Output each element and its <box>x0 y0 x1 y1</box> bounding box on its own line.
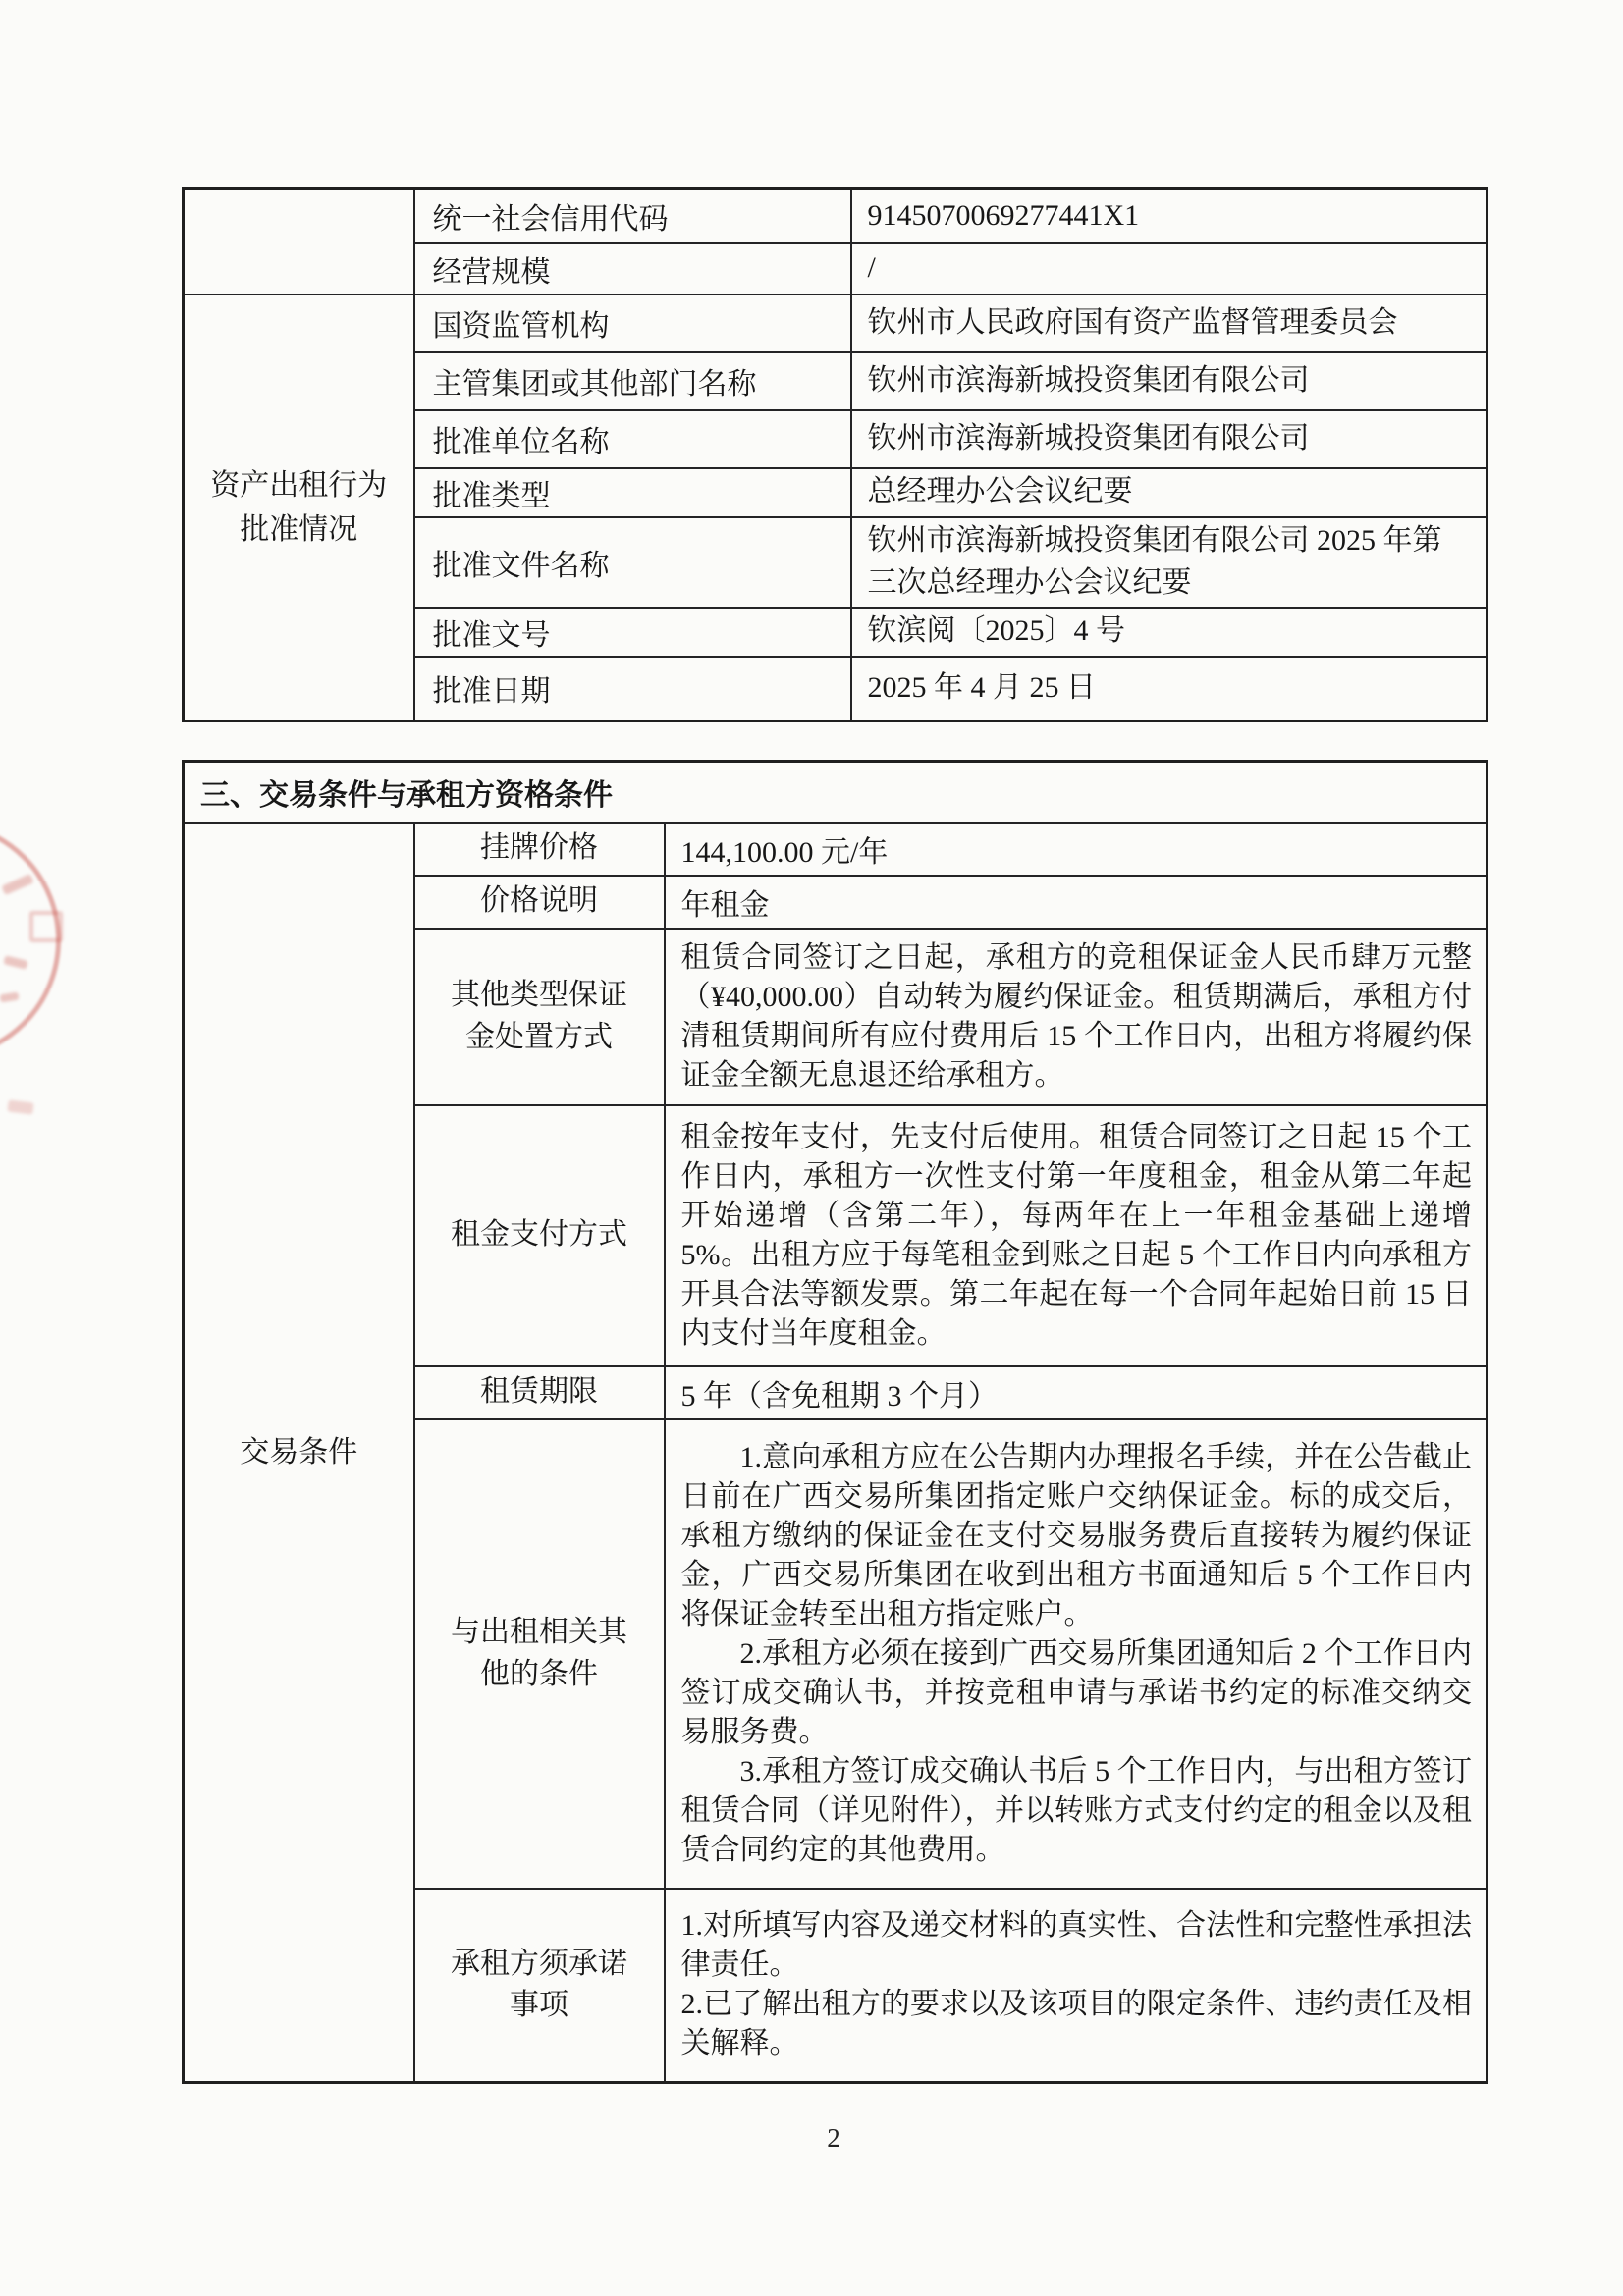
price-note-value: 年租金 <box>665 876 1488 929</box>
lease-term-label: 租赁期限 <box>414 1366 665 1419</box>
other-conditions-item-1: 1.意向承租方应在公告期内办理报名手续，并在公告截止日前在广西交易所集团指定账户交纳保证金。标的成交后，承租方缴纳的保证金在支付交易服务费后直接转为履约保证金，广西交易所集团在收到出租方书面通知后 5 个工作日内将保证金转至出租方指定账户。 <box>680 1440 1473 1630</box>
approval-section-label: 资产出租行为批准情况 <box>184 294 414 721</box>
credit-code-value: 9145070069277441X1 <box>851 189 1488 243</box>
tenant-commitments-item-1: 1.对所填写内容及递交材料的真实性、合法性和完整性承担法律责任。 <box>680 1909 1473 1982</box>
lease-term-value: 5 年（含免租期 3 个月） <box>665 1366 1488 1419</box>
approval-doc-label: 批准文件名称 <box>414 517 851 608</box>
approval-number-label: 批准文号 <box>414 608 851 657</box>
business-scale-value: / <box>851 243 1488 294</box>
approval-unit-label: 批准单位名称 <box>414 410 851 468</box>
listing-price-value: 144,100.00 元/年 <box>665 823 1488 876</box>
stamp-mark <box>29 911 63 942</box>
listing-price-label: 挂牌价格 <box>414 823 665 876</box>
parent-group-value: 钦州市滨海新城投资集团有限公司 <box>851 352 1488 410</box>
approval-doc-value: 钦州市滨海新城投资集团有限公司 2025 年第三次总经理办公会议纪要 <box>851 517 1488 608</box>
business-scale-label: 经营规模 <box>414 243 851 294</box>
approval-date-label: 批准日期 <box>414 657 851 721</box>
credit-code-label: 统一社会信用代码 <box>414 189 851 243</box>
approval-type-value: 总经理办公会议纪要 <box>851 468 1488 517</box>
other-conditions-label: 与出租相关其他的条件 <box>414 1419 665 1889</box>
deposit-handling-value <box>665 929 1488 1105</box>
approval-type-label: 批准类型 <box>414 468 851 517</box>
transaction-conditions-table <box>182 760 1488 2084</box>
tenant-commitments-value <box>665 1889 1488 2083</box>
price-note-label: 价格说明 <box>414 876 665 929</box>
approval-info-table <box>182 187 1488 722</box>
other-conditions-item-2: 2.承租方必须在接到广西交易所集团通知后 2 个工作日内签订成交确认书，并按竞租申请与承诺书约定的标准交纳交易服务费。 <box>680 1636 1473 1748</box>
rent-payment-text: 租金按年支付，先支付后使用。租赁合同签订之日起 15 个工作日内，承租方一次性支付第一年度租金，租金从第二年起开始递增（含第二年），每两年在上一年租金基础上递增 5%。出租方应于每笔租金到账之日起 5 个工作日内向承租方开具合法等额发票。第二年起在每一个合同年起始日前 15 日内支付当年度租金。 <box>680 1120 1473 1350</box>
other-conditions-item-3: 3.承租方签订成交确认书后 5 个工作日内，与出租方签订租赁合同（详见附件），并以转账方式支付约定的租金以及租赁合同约定的其他费用。 <box>680 1754 1473 1866</box>
stamp-mark <box>7 1099 33 1114</box>
other-conditions-value <box>665 1419 1488 1889</box>
regulator-label: 国资监管机构 <box>414 294 851 352</box>
regulator-value: 钦州市人民政府国有资产监督管理委员会 <box>851 294 1488 352</box>
prev-section-side-cell <box>184 189 414 294</box>
approval-date-value: 2025 年 4 月 25 日 <box>851 657 1488 721</box>
approval-number-value: 钦滨阅〔2025〕4 号 <box>851 608 1488 657</box>
rent-payment-label: 租金支付方式 <box>414 1105 665 1366</box>
rent-payment-value <box>665 1105 1488 1366</box>
tenant-commitments-label: 承租方须承诺事项 <box>414 1889 665 2083</box>
parent-group-label: 主管集团或其他部门名称 <box>414 352 851 410</box>
transaction-conditions-label: 交易条件 <box>184 823 414 2083</box>
tenant-commitments-item-2: 2.已了解出租方的要求以及该项目的限定条件、违约责任及相关解释。 <box>680 1988 1473 2060</box>
page-number: 2 <box>827 2123 840 2153</box>
approval-unit-value: 钦州市滨海新城投资集团有限公司 <box>851 410 1488 468</box>
deposit-handling-label: 其他类型保证金处置方式 <box>414 929 665 1105</box>
deposit-handling-text: 租赁合同签订之日起，承租方的竞租保证金人民币肆万元整（¥40,000.00）自动转为履约保证金。租赁期满后，承租方付清租赁期间所有应付费用后 15 个工作日内，出租方将履约保证金全额无息退还给承租方。 <box>680 940 1473 1092</box>
section-title: 三、交易条件与承租方资格条件 <box>184 762 1488 823</box>
